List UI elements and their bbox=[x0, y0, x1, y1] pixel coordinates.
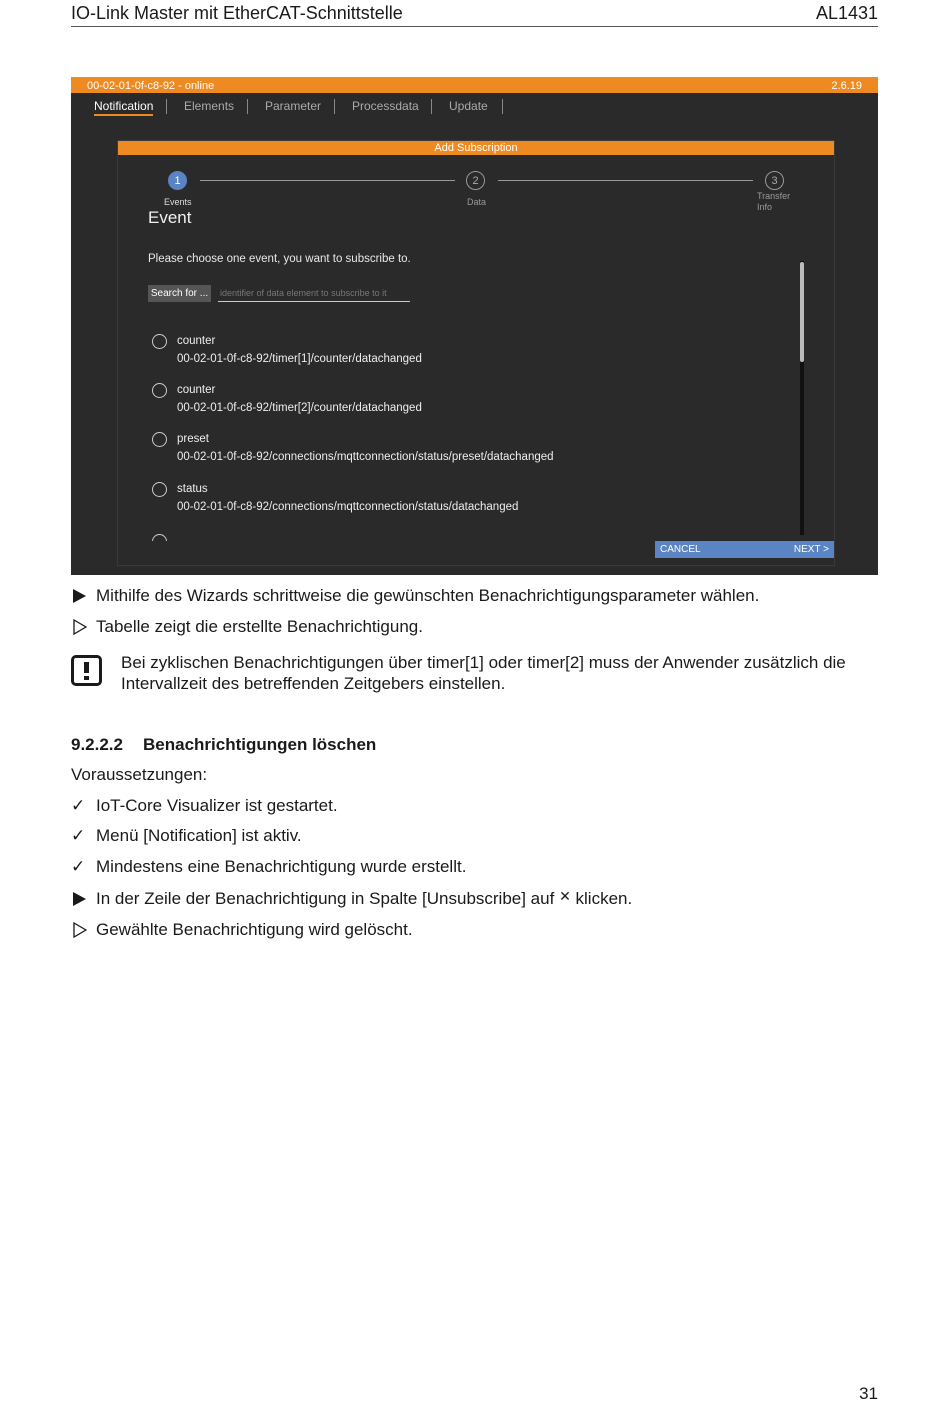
add-subscription-dialog bbox=[117, 140, 835, 566]
ui-screenshot bbox=[71, 77, 878, 575]
nav-divider bbox=[431, 99, 432, 114]
dialog-header: Add Subscription bbox=[118, 141, 834, 155]
nav-divider bbox=[247, 99, 248, 114]
tab-parameter[interactable]: Parameter bbox=[265, 99, 322, 113]
next-button[interactable]: NEXT > bbox=[793, 544, 829, 555]
prerequisite-text: IoT-Core Visualizer ist gestartet. bbox=[96, 796, 338, 815]
close-icon: ✕ bbox=[559, 888, 571, 904]
search-button[interactable]: Search for ... bbox=[148, 285, 211, 302]
event-path: 00-02-01-0f-c8-92/timer[2]/counter/datachanged bbox=[177, 402, 422, 414]
prerequisites-label: Voraussetzungen: bbox=[71, 765, 208, 784]
nav-divider bbox=[502, 99, 503, 114]
event-name: counter bbox=[177, 335, 216, 347]
dialog-footer bbox=[655, 541, 834, 558]
step-1-label: Events bbox=[164, 197, 192, 207]
step-3-indicator: 3 bbox=[765, 171, 784, 190]
tab-notification[interactable]: Notification bbox=[94, 99, 153, 116]
checkmark-icon: ✓ bbox=[71, 796, 86, 815]
action-text bbox=[96, 889, 632, 909]
cancel-button[interactable]: CANCEL bbox=[660, 544, 701, 555]
device-status: 00-02-01-0f-c8-92 - online bbox=[87, 80, 215, 92]
action-step bbox=[71, 889, 871, 911]
event-option[interactable] bbox=[152, 383, 792, 423]
radio-button[interactable] bbox=[152, 334, 167, 349]
event-path: 00-02-01-0f-c8-92/connections/mqttconnection/status/preset/datachanged bbox=[177, 451, 554, 463]
radio-button[interactable] bbox=[152, 383, 167, 398]
tab-elements[interactable]: Elements bbox=[184, 99, 235, 113]
action-step bbox=[71, 586, 871, 608]
radio-button[interactable] bbox=[152, 432, 167, 447]
result-step bbox=[71, 617, 871, 639]
section-title: Benachrichtigungen löschen bbox=[143, 735, 377, 754]
prerequisite-item bbox=[71, 796, 871, 818]
event-name: preset bbox=[177, 433, 209, 445]
prerequisite-item bbox=[71, 857, 871, 879]
page-number: 31 bbox=[859, 1384, 878, 1403]
firmware-version: 2.6.19 bbox=[831, 80, 862, 92]
nav-divider bbox=[166, 99, 167, 114]
important-note-icon bbox=[71, 655, 102, 686]
app-titlebar bbox=[71, 77, 878, 93]
tab-processdata[interactable]: Processdata bbox=[352, 99, 419, 113]
step-2-indicator: 2 bbox=[466, 171, 485, 190]
dialog-instruction: Please choose one event, you want to subscribe to. bbox=[148, 253, 411, 265]
step-1-indicator: 1 bbox=[168, 171, 187, 190]
action-text: Mithilfe des Wizards schrittweise die gewünschten Benachrichtigungsparameter wählen. bbox=[96, 586, 760, 605]
step-2-label: Data bbox=[467, 197, 487, 207]
section-number: 9.2.2.2 bbox=[71, 735, 123, 754]
event-option[interactable] bbox=[152, 432, 792, 472]
result-text: Tabelle zeigt die erstellte Benachrichtigung. bbox=[96, 617, 423, 636]
scrollbar-thumb[interactable] bbox=[800, 262, 804, 362]
header-rule bbox=[71, 26, 878, 27]
nav-divider bbox=[334, 99, 335, 114]
document-title: IO-Link Master mit EtherCAT-Schnittstelle bbox=[71, 3, 403, 23]
result-step bbox=[71, 920, 871, 942]
document-id: AL1431 bbox=[815, 3, 878, 23]
result-text: Gewählte Benachrichtigung wird gelöscht. bbox=[96, 920, 413, 939]
step-connector bbox=[498, 180, 753, 181]
step-connector bbox=[200, 180, 455, 181]
step-3-label: Transfer Info bbox=[757, 191, 791, 212]
search-input[interactable] bbox=[218, 285, 410, 302]
event-name: counter bbox=[177, 384, 216, 396]
event-option[interactable] bbox=[152, 334, 792, 374]
dialog-title: Event bbox=[148, 208, 192, 227]
main-nav bbox=[71, 93, 878, 119]
action-text-part: In der Zeile der Benachrichtigung in Spalte [Unsubscribe] auf bbox=[96, 889, 555, 908]
radio-button-partial[interactable] bbox=[152, 534, 167, 541]
event-path: 00-02-01-0f-c8-92/timer[1]/counter/datachanged bbox=[177, 353, 422, 365]
action-text-part: klicken. bbox=[575, 889, 633, 908]
event-path: 00-02-01-0f-c8-92/connections/mqttconnection/status/datachanged bbox=[177, 501, 519, 513]
checkmark-icon: ✓ bbox=[71, 857, 86, 876]
note-text: Bei zyklischen Benachrichtigungen über timer[1] oder timer[2] muss der Anwender zusätzlich die Intervallzeit des betreffenden Zeitgebers einstellen. bbox=[121, 653, 846, 693]
prerequisite-text: Menü [Notification] ist aktiv. bbox=[96, 826, 302, 845]
event-option[interactable] bbox=[152, 482, 792, 522]
prerequisite-item bbox=[71, 826, 871, 848]
radio-button[interactable] bbox=[152, 482, 167, 497]
section-heading bbox=[71, 735, 376, 755]
event-name: status bbox=[177, 483, 208, 495]
checkmark-icon: ✓ bbox=[71, 826, 86, 845]
prerequisite-text: Mindestens eine Benachrichtigung wurde erstellt. bbox=[96, 857, 467, 876]
tab-update[interactable]: Update bbox=[449, 99, 488, 113]
